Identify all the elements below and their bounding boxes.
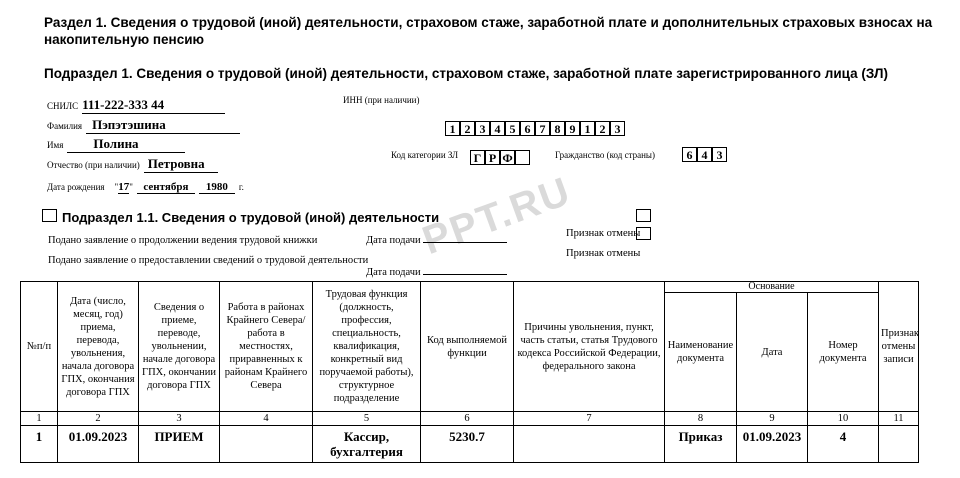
inn-label: ИНН (при наличии) (343, 95, 420, 105)
category-letter-box-3: Ф (500, 150, 515, 165)
row-function: Кассир, бухгалтерия (313, 426, 421, 463)
inn-digit-box-2: 2 (460, 121, 475, 136)
inn-digit-box-12: 3 (610, 121, 625, 136)
table-row (21, 426, 919, 463)
header-cancel: Признак отмены записи (879, 282, 919, 412)
column-number: 9 (737, 412, 808, 426)
row-num: 1 (21, 426, 58, 463)
inn-digit-box-1: 1 (445, 121, 460, 136)
inn-digit-box-7: 7 (535, 121, 550, 136)
column-number: 1 (21, 412, 58, 426)
row-doc-date: 01.09.2023 (737, 426, 808, 463)
submit-date-line-2 (423, 274, 507, 275)
subsection-title: Подраздел 1. Сведения о трудовой (иной) деятельности, страховом стаже, заработной плате зарегистрированного лица (ЗЛ) (44, 66, 888, 81)
category-letter-box-2: Р (485, 150, 500, 165)
row-date: 01.09.2023 (58, 426, 139, 463)
header-num: №п/п (21, 282, 58, 412)
patronymic-label: Отчество (при наличии) (47, 160, 140, 170)
surname-row (47, 116, 240, 134)
birth-row (47, 177, 244, 195)
birth-quote-open: " (114, 182, 119, 192)
inn-digit-box-6: 6 (520, 121, 535, 136)
birth-quote-close: " (129, 182, 133, 192)
header-doc-date: Дата (737, 293, 808, 412)
birth-label: Дата рождения (47, 182, 105, 192)
row-doc-number: 4 (808, 426, 879, 463)
row-event: ПРИЕМ (139, 426, 220, 463)
submit-date-label-2: Дата подачи (366, 267, 421, 278)
category-letter-box-1: Г (470, 150, 485, 165)
header-date: Дата (число, месяц, год) приема, перевода, увольнения, начала договора ГПХ, окончания договора ГПХ (58, 282, 139, 412)
citizenship-label: Гражданство (код страны) (555, 150, 655, 160)
row-code: 5230.7 (421, 426, 514, 463)
header-doc-name: Наименование документа (665, 293, 737, 412)
header-north: Работа в районах Крайнего Севера/работа в местностях, приравненных к районам Крайнего Севера (220, 282, 313, 412)
row-cancel (879, 426, 919, 463)
name-value: Полина (67, 136, 185, 153)
subsection-11-title: Подраздел 1.1. Сведения о трудовой (иной) деятельности (62, 210, 440, 225)
patronymic-row (47, 155, 218, 173)
submit-date-row-2 (366, 267, 507, 278)
subsection-checkbox[interactable] (42, 209, 57, 222)
snils-value: 111-222-333 44 (82, 97, 225, 114)
birth-day: 17 (118, 181, 130, 193)
citizenship-digit-box-2: 4 (697, 147, 712, 162)
provide-statement: Подано заявление о предоставлении сведений о трудовой деятельности (48, 255, 369, 266)
snils-row (47, 96, 225, 114)
birth-year-suffix: г. (238, 182, 244, 192)
name-label: Имя (47, 140, 64, 150)
cancel-checkbox-top[interactable] (636, 209, 651, 222)
citizenship-digit-box-3: 3 (712, 147, 727, 162)
column-number: 4 (220, 412, 313, 426)
snils-label: СНИЛС (47, 101, 79, 111)
submit-date-line-1 (423, 242, 507, 243)
row-north (220, 426, 313, 463)
surname-value: Пэпэтэшина (86, 117, 240, 134)
inn-digit-box-11: 2 (595, 121, 610, 136)
column-number: 10 (808, 412, 879, 426)
inn-digit-box-8: 8 (550, 121, 565, 136)
birth-month: сентября (137, 181, 195, 194)
category-label: Код категории ЗЛ (391, 150, 459, 160)
row-reasons (514, 426, 665, 463)
row-doc-name: Приказ (665, 426, 737, 463)
category-letter-box-4 (515, 150, 530, 165)
submit-date-label-1: Дата подачи (366, 235, 421, 246)
header-code: Код выполняемой функции (421, 282, 514, 412)
column-number: 5 (313, 412, 421, 426)
watermark: PPT.RU (416, 168, 577, 264)
employment-table (20, 281, 919, 463)
column-number: 3 (139, 412, 220, 426)
cancel-label-2: Признак отмены (566, 248, 641, 259)
header-event: Сведения о приеме, переводе, увольнении, начале договора ГПХ, окончании договора ГПХ (139, 282, 220, 412)
header-reasons: Причины увольнения, пункт, часть статьи, статья Трудового кодекса Российской Федерации, федерального закона (514, 282, 665, 412)
column-number: 7 (514, 412, 665, 426)
patronymic-value: Петровна (144, 156, 218, 173)
inn-digit-box-5: 5 (505, 121, 520, 136)
inn-digit-box-3: 3 (475, 121, 490, 136)
submit-date-row-1 (366, 235, 507, 246)
header-basis: Основание (665, 282, 879, 293)
column-number-row (21, 412, 919, 426)
header-doc-number: Номер документа (808, 293, 879, 412)
birth-year: 1980 (199, 181, 235, 194)
column-number: 11 (879, 412, 919, 426)
section-title: Раздел 1. Сведения о трудовой (иной) деятельности, страховом стаже, заработной плате и дополнительных страховых взносах на накопительную пенсию (44, 15, 933, 47)
surname-label: Фамилия (47, 121, 83, 131)
name-row (47, 135, 185, 153)
continue-statement: Подано заявление о продолжении ведения трудовой книжки (48, 235, 318, 246)
cancel-checkbox-1[interactable] (636, 227, 651, 240)
column-number: 2 (58, 412, 139, 426)
column-number: 8 (665, 412, 737, 426)
inn-digit-box-4: 4 (490, 121, 505, 136)
citizenship-digit-box-1: 6 (682, 147, 697, 162)
inn-digit-box-10: 1 (580, 121, 595, 136)
cancel-label-1: Признак отмены (566, 228, 641, 239)
header-function: Трудовая функция (должность, профессия, специальность, квалификация, конкретный вид поручаемой работы), структурное подразделение (313, 282, 421, 412)
column-number: 6 (421, 412, 514, 426)
inn-digit-box-9: 9 (565, 121, 580, 136)
